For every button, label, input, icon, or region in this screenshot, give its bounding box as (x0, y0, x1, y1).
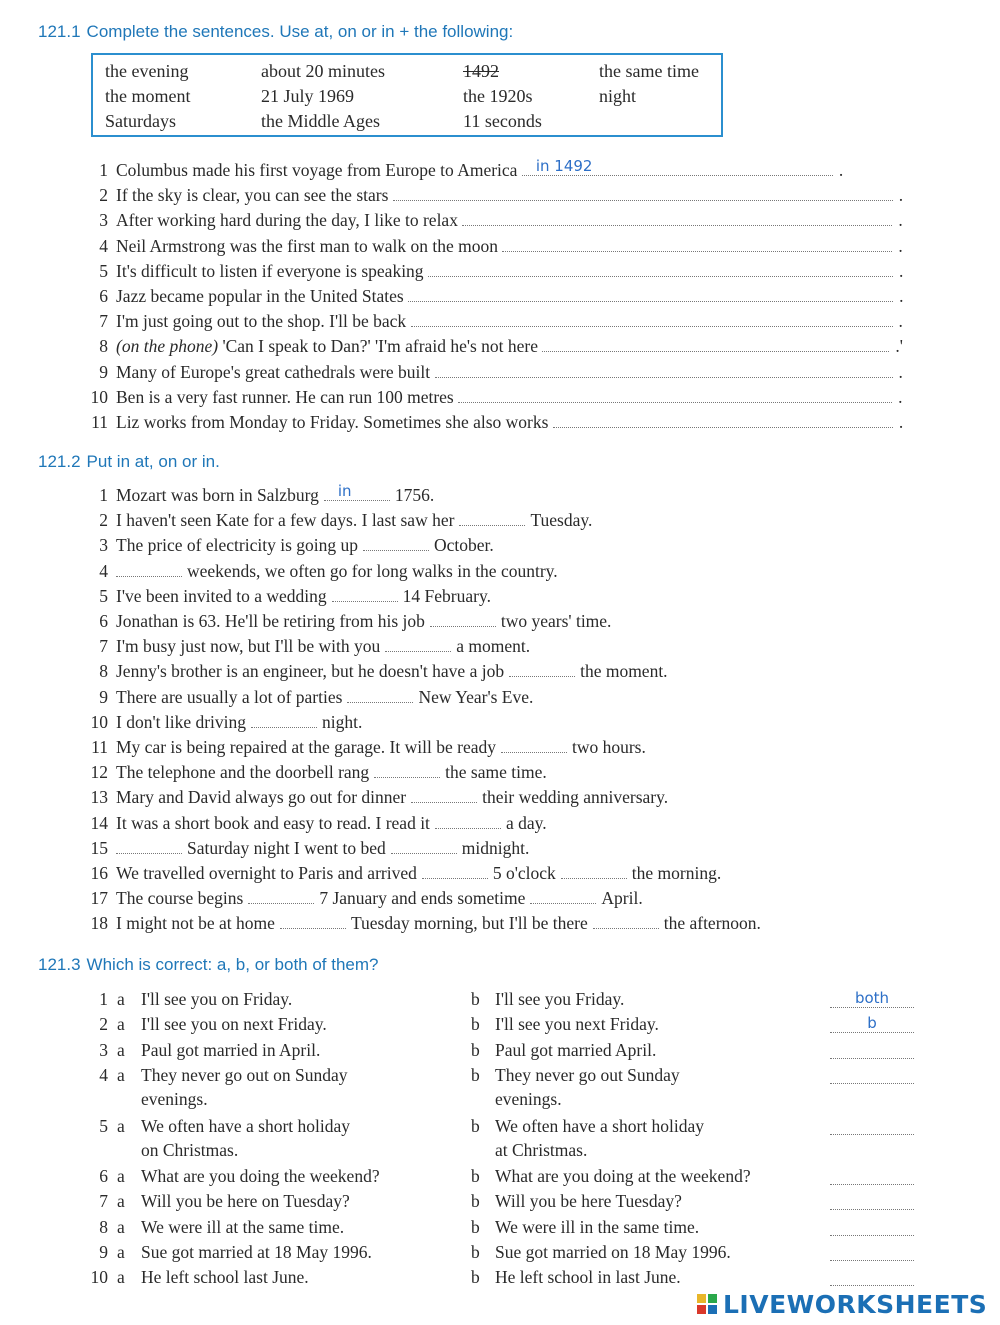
section-1-title: Complete the sentences. Use at, on or in + the following: (86, 22, 514, 41)
item-text: 5 o'clock (492, 863, 556, 883)
answer-field[interactable] (830, 1191, 914, 1210)
section-3-title: Which is correct: a, b, or both of them? (86, 955, 379, 974)
item-text: I might not be at home (116, 913, 275, 934)
item-text: two hours. (571, 737, 646, 757)
item-text: We travelled overnight to Paris and arrived (116, 863, 417, 883)
option-a-label: a (117, 1216, 125, 1237)
answer-blank[interactable] (430, 611, 496, 627)
option-a-text: They never go out on Sunday (141, 1064, 348, 1085)
answer-blank[interactable] (248, 888, 314, 904)
item-end-punct: . (898, 361, 903, 382)
item-text: Tuesday. (530, 510, 593, 531)
item-number: 3 (99, 535, 108, 556)
option-b[interactable] (471, 1215, 699, 1239)
answer-field[interactable] (522, 159, 833, 176)
word-box-item: the same time (599, 61, 699, 81)
item-text: Jazz became popular in the United States (116, 286, 404, 306)
item-text: Mary and David always go out for dinner (116, 787, 407, 808)
item-number: 9 (99, 361, 108, 382)
option-a[interactable] (117, 1114, 350, 1162)
option-b-text: We were ill in the same time. (495, 1216, 700, 1237)
item-number: 8 (99, 336, 108, 357)
answer-field[interactable] (435, 361, 893, 378)
answer-field[interactable] (408, 285, 893, 302)
option-b-label: b (471, 1216, 480, 1237)
sentence-2-15 (70, 838, 529, 862)
section-1-heading (38, 22, 513, 42)
option-b-label: b (471, 989, 480, 1009)
item-number: 7 (99, 311, 108, 332)
item-number: 1 (99, 160, 108, 180)
option-a[interactable] (117, 1240, 372, 1264)
answer-field[interactable] (830, 989, 914, 1008)
item-number: 6 (99, 286, 108, 306)
sentence-1-2 (70, 184, 903, 208)
word-box-item: the 1920s (463, 86, 533, 106)
item-text: I'm just going out to the shop. I'll be back (116, 311, 407, 332)
item-text: October. (434, 535, 494, 556)
option-b[interactable] (471, 1189, 682, 1213)
item-text: It was a short book and easy to read. I read it (116, 812, 430, 833)
option-b[interactable] (471, 1114, 704, 1162)
answer-field[interactable] (458, 386, 892, 403)
option-a-label: a (117, 989, 125, 1009)
item-number: 6 (99, 1166, 108, 1187)
item-text: Mozart was born in Salzburg (116, 485, 319, 505)
section-3-number: 121.3 (38, 955, 81, 974)
item-text: I haven't seen Kate for a few days. I last saw her (116, 510, 455, 531)
item-number: 11 (91, 412, 108, 432)
sentence-2-4 (70, 561, 558, 585)
item-number: 12 (90, 762, 108, 783)
answer-field[interactable] (393, 184, 893, 201)
sentence-1-3 (70, 209, 903, 233)
option-a[interactable] (117, 1215, 344, 1239)
answer-blank[interactable] (374, 762, 440, 778)
answer-field[interactable] (411, 310, 893, 327)
item-text: New Year's Eve. (418, 686, 534, 707)
option-a-text: Sue got married at 18 May 1996. (141, 1242, 372, 1262)
option-b-text: I'll see you Friday. (495, 989, 625, 1009)
option-a-text: evenings. (141, 1088, 208, 1109)
answer-blank[interactable] (593, 913, 659, 929)
item-text: I'm busy just now, but I'll be with you (116, 636, 381, 657)
option-b-label: b (471, 1242, 480, 1262)
item-text: Jenny's brother is an engineer, but he doesn't have a job (116, 661, 505, 682)
option-b[interactable] (471, 1164, 751, 1188)
sentence-2-11 (70, 737, 646, 761)
item-number: 8 (99, 1216, 108, 1237)
item-text: The course begins (116, 888, 244, 909)
answer-field[interactable] (830, 1014, 914, 1033)
sentence-2-9 (70, 687, 533, 711)
item-text: a day. (505, 812, 547, 833)
item-end-punct: . (898, 235, 903, 256)
answer-field[interactable] (553, 411, 893, 428)
option-b-label: b (471, 1115, 480, 1136)
item-end-punct: .' (895, 336, 903, 357)
item-number: 9 (99, 686, 108, 707)
word-box-item: 11 seconds (463, 111, 542, 131)
answer-text: in 1492 (535, 157, 593, 175)
answer-text: both (854, 989, 890, 1007)
item-end-punct: . (898, 386, 903, 407)
option-a[interactable] (117, 1012, 327, 1036)
answer-field[interactable] (830, 1267, 914, 1286)
word-box-item: the moment (105, 86, 191, 106)
answer-field[interactable] (830, 1166, 914, 1185)
answer-blank[interactable] (530, 888, 596, 904)
item-end-punct: . (898, 185, 904, 206)
sentence-1-1 (70, 159, 843, 183)
answer-field[interactable] (830, 1116, 914, 1135)
answer-blank[interactable] (332, 586, 398, 602)
item-end-punct: . (898, 311, 903, 332)
option-a-label: a (117, 1166, 125, 1187)
answer-blank[interactable] (363, 535, 429, 551)
item-text: 'Can I speak to Dan?' 'I'm afraid he's not here (222, 336, 539, 357)
option-a-text: We often have a short holiday (141, 1115, 351, 1136)
sentence-2-17 (70, 888, 643, 912)
item-number: 3 (99, 1039, 108, 1060)
sentence-1-6 (70, 285, 903, 309)
sentence-2-5 (70, 586, 491, 610)
sentence-2-12 (70, 762, 547, 786)
option-a-label: a (117, 1191, 125, 1212)
item-number: 4 (99, 1064, 108, 1085)
word-box-item: the evening (105, 61, 189, 81)
item-number: 1 (99, 485, 108, 505)
section-2-title: Put in at, on or in. (86, 452, 220, 471)
answer-blank[interactable] (116, 838, 182, 854)
answer-blank[interactable] (347, 687, 413, 703)
section-2-number: 121.2 (38, 452, 81, 471)
item-text: I don't like driving (116, 711, 247, 732)
word-box-item: night (599, 86, 637, 106)
item-text: night. (322, 711, 363, 732)
answer-field[interactable] (502, 235, 892, 252)
option-a[interactable] (117, 1038, 320, 1062)
item-number: 2 (99, 185, 108, 206)
item-end-punct: . (899, 286, 904, 306)
option-a-label: a (117, 1039, 125, 1060)
answer-blank[interactable] (501, 737, 567, 753)
item-text: the moment. (580, 661, 668, 682)
answer-blank[interactable] (411, 787, 477, 803)
option-b-label: b (471, 1014, 480, 1035)
option-a-text: Will you be here on Tuesday? (141, 1191, 350, 1212)
answer-blank[interactable] (116, 561, 182, 577)
item-number: 14 (90, 812, 108, 833)
item-text: Jonathan is 63. He'll be retiring from his job (116, 611, 425, 631)
sentence-2-1 (70, 482, 435, 509)
word-box-item: the Middle Ages (261, 111, 380, 131)
item-number: 8 (99, 661, 108, 682)
option-b-text: at Christmas. (495, 1139, 588, 1160)
item-text: It's difficult to listen if everyone is speaking (116, 260, 424, 281)
answer-blank[interactable] (459, 510, 525, 526)
item-text: midnight. (461, 837, 530, 858)
sentence-1-7 (70, 310, 903, 334)
answer-blank[interactable] (509, 661, 575, 677)
item-number: 7 (99, 1191, 108, 1212)
item-text: 1756. (394, 485, 435, 505)
item-text: Tuesday morning, but I'll be there (350, 913, 588, 934)
item-text: Columbus made his first voyage from Europe to America (116, 160, 518, 180)
sentence-2-18 (70, 913, 761, 937)
item-text: My car is being repaired at the garage. It will be ready (116, 737, 496, 757)
item-text: I've been invited to a wedding (116, 585, 327, 606)
option-b[interactable] (471, 1038, 656, 1062)
item-number: 9 (99, 1242, 108, 1262)
option-b[interactable] (471, 1012, 659, 1036)
option-b-label: b (471, 1166, 480, 1187)
sentence-2-14 (70, 813, 547, 837)
answer-text: b (867, 1014, 877, 1033)
item-text: Saturday night I went to bed (187, 837, 386, 858)
option-b-text: Will you be here Tuesday? (495, 1191, 682, 1212)
sentence-2-6 (70, 611, 611, 635)
option-a-label: a (117, 1014, 125, 1035)
option-b-text: They never go out Sunday (495, 1064, 680, 1085)
answer-text: in (337, 482, 352, 500)
option-b[interactable] (471, 1240, 731, 1264)
item-number: 1 (99, 989, 108, 1009)
option-b-text: Sue got married on 18 May 1996. (495, 1242, 731, 1262)
option-b-label: b (471, 1064, 480, 1085)
option-b-text: evenings. (495, 1088, 562, 1109)
section-3-heading (38, 955, 379, 975)
item-number: 6 (99, 611, 108, 631)
option-b-label: b (471, 1267, 480, 1288)
sentence-2-7 (70, 636, 530, 660)
option-b-text: He left school in last June. (495, 1267, 681, 1288)
item-number: 3 (99, 210, 108, 231)
word-box-item: Saturdays (105, 111, 176, 131)
liveworksheets-logo (697, 1290, 987, 1318)
item-text: the morning. (631, 863, 722, 883)
section-2-heading (38, 452, 220, 472)
item-text: the afternoon. (663, 913, 761, 934)
sentence-1-9 (70, 361, 903, 385)
option-a[interactable] (117, 987, 292, 1011)
option-a-text: I'll see you on next Friday. (141, 1014, 327, 1035)
option-b-text: Paul got married April. (495, 1039, 657, 1060)
item-number: 16 (90, 863, 108, 883)
item-number: 15 (90, 837, 108, 858)
answer-blank[interactable] (391, 838, 457, 854)
answer-blank[interactable] (422, 863, 488, 879)
item-text: their wedding anniversary. (482, 787, 669, 808)
section-1-number: 121.1 (38, 22, 81, 41)
option-b-text: We often have a short holiday (495, 1115, 705, 1136)
item-italic-note: (on the phone) (116, 336, 219, 357)
item-text: a moment. (456, 636, 531, 657)
answer-blank[interactable] (385, 636, 451, 652)
item-number: 7 (99, 636, 108, 657)
option-b[interactable] (471, 987, 624, 1011)
answer-field[interactable] (542, 335, 889, 352)
option-a[interactable] (117, 1063, 348, 1111)
item-text: Neil Armstrong was the first man to walk on the moon (116, 235, 499, 256)
sentence-1-11 (70, 411, 903, 435)
item-number: 17 (90, 888, 108, 909)
item-text: Liz works from Monday to Friday. Sometimes she also works (116, 412, 549, 432)
answer-blank[interactable] (280, 913, 346, 929)
sentence-1-10 (70, 386, 903, 410)
item-end-punct: . (898, 412, 904, 432)
option-b-label: b (471, 1039, 480, 1060)
sentence-1-8 (70, 335, 903, 359)
sentence-1-4 (70, 235, 903, 259)
item-text: weekends, we often go for long walks in the country. (187, 560, 558, 581)
answer-field[interactable] (830, 1040, 914, 1059)
item-text: There are usually a lot of parties (116, 686, 343, 707)
answer-blank[interactable] (561, 863, 627, 879)
item-text: 7 January and ends sometime (319, 888, 526, 909)
answer-field[interactable] (462, 209, 892, 226)
item-number: 11 (91, 737, 108, 757)
item-number: 4 (99, 560, 108, 581)
item-text: If the sky is clear, you can see the stars (116, 185, 389, 206)
item-number: 13 (90, 787, 108, 808)
item-text: After working hard during the day, I like to relax (116, 210, 458, 231)
option-a-text: We were ill at the same time. (141, 1216, 345, 1237)
item-text: The price of electricity is going up (116, 535, 359, 556)
answer-blank[interactable] (324, 482, 390, 501)
sentence-2-13 (70, 787, 668, 811)
answer-blank[interactable] (251, 712, 317, 728)
answer-field[interactable] (428, 260, 893, 277)
sentence-2-2 (70, 510, 592, 534)
option-a-label: a (117, 1267, 125, 1288)
item-end-punct: . (838, 160, 844, 180)
option-a[interactable] (117, 1189, 350, 1213)
word-box-item: about 20 minutes (261, 61, 385, 81)
sentence-2-8 (70, 661, 668, 685)
option-a-text: I'll see you on Friday. (141, 989, 293, 1009)
option-a-text: Paul got married in April. (141, 1039, 321, 1060)
item-number: 4 (99, 235, 108, 256)
answer-field[interactable] (830, 1242, 914, 1261)
item-text: 14 February. (402, 585, 491, 606)
word-box-item: 1492 (463, 61, 499, 81)
sentence-2-3 (70, 535, 494, 559)
item-number: 5 (99, 260, 108, 281)
liveworksheets-logo-icon (697, 1294, 719, 1316)
item-number: 10 (90, 711, 108, 732)
option-a-text: What are you doing the weekend? (141, 1166, 380, 1187)
sentence-1-5 (70, 260, 903, 284)
option-a-label: a (117, 1115, 125, 1136)
item-text: two years' time. (500, 611, 612, 631)
answer-field[interactable] (830, 1217, 914, 1236)
option-a-label: a (117, 1064, 125, 1085)
option-a-text: on Christmas. (141, 1139, 239, 1160)
option-a-label: a (117, 1242, 125, 1262)
sentence-2-10 (70, 712, 362, 736)
item-number: 2 (99, 510, 108, 531)
item-number: 10 (90, 386, 108, 407)
answer-field[interactable] (830, 1065, 914, 1084)
answer-blank[interactable] (435, 813, 501, 829)
option-b[interactable] (471, 1063, 680, 1111)
option-b[interactable] (471, 1265, 681, 1289)
option-b-label: b (471, 1191, 480, 1212)
item-number: 5 (99, 1115, 108, 1136)
option-a-text: He left school last June. (141, 1267, 309, 1288)
option-b-text: I'll see you next Friday. (495, 1014, 659, 1035)
item-text: Many of Europe's great cathedrals were built (116, 361, 431, 382)
item-number: 2 (99, 1014, 108, 1035)
word-box (91, 53, 723, 137)
item-number: 5 (99, 585, 108, 606)
option-b-text: What are you doing at the weekend? (495, 1166, 751, 1187)
word-box-item: 21 July 1969 (261, 86, 355, 106)
item-number: 18 (90, 913, 108, 934)
item-end-punct: . (898, 260, 904, 281)
item-text: The telephone and the doorbell rang (116, 762, 370, 783)
item-text: Ben is a very fast runner. He can run 100 metres (116, 386, 454, 407)
option-a[interactable] (117, 1265, 309, 1289)
item-number: 10 (90, 1267, 108, 1288)
item-end-punct: . (898, 210, 903, 231)
item-text: April. (601, 888, 643, 909)
liveworksheets-logo-text: LIVEWORKSHEETS (723, 1290, 988, 1319)
sentence-2-16 (70, 863, 721, 887)
item-text: the same time. (445, 762, 547, 783)
option-a[interactable] (117, 1164, 380, 1188)
